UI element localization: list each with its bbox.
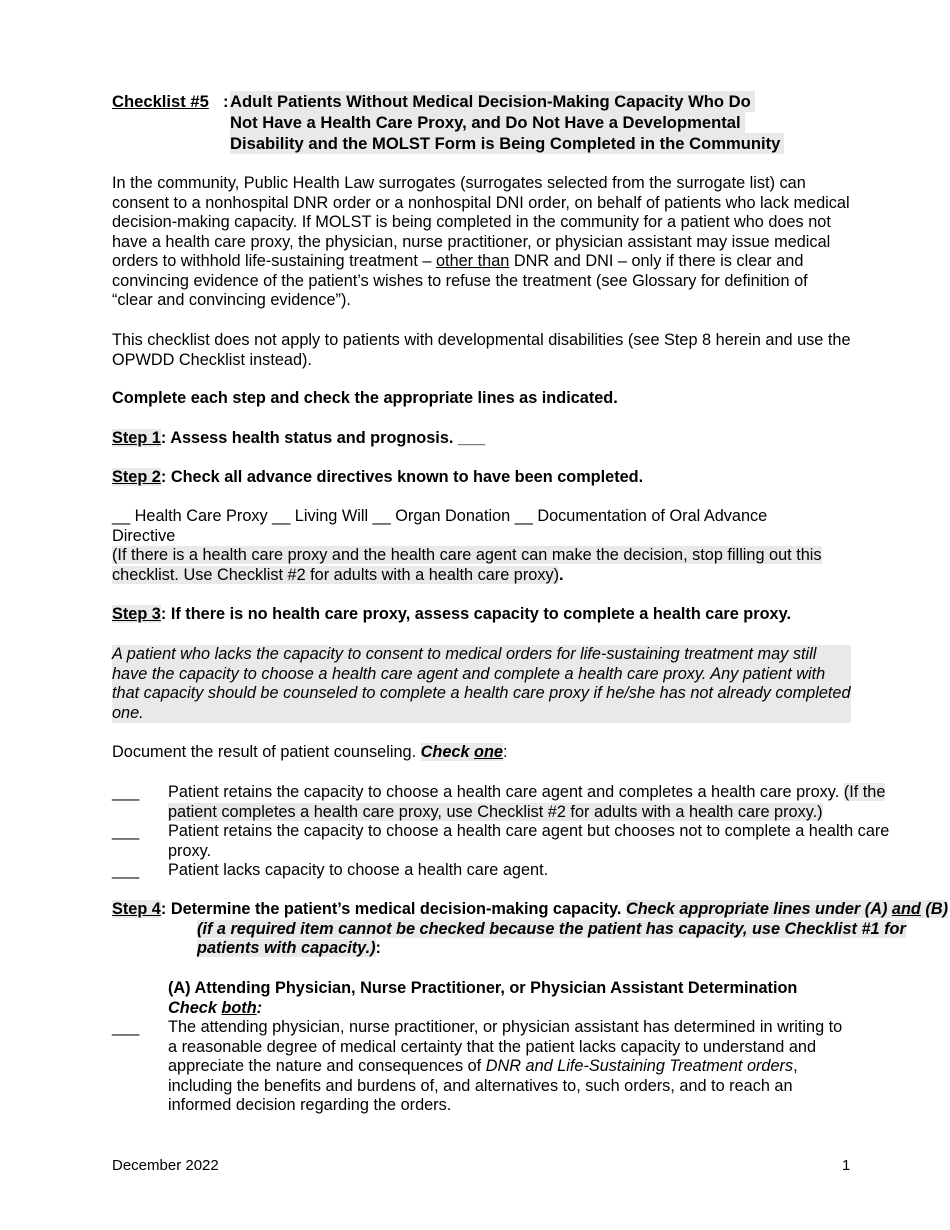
step-3-checkbox-2[interactable]: ___ (112, 822, 140, 840)
step-2-label: Step 2 (112, 468, 161, 486)
intro-paragraph: In the community, Public Health Law surrogates (surrogates selected from the surrogate list) can consent to a nonhospital DNR order or a nonhospital DNI order, on behalf of patients who lack medical decision-making capacity. If MOLST is being completed in the community for a patient who does not have a health care proxy, the physician, nurse practitioner, or physician assistant may issue medical orders to withhold life-sustaining treatment – other than DNR and DNI – only if there is clear and convincing evidence of the patient’s wishes to refuse the treatment (see Glossary for definition of “clear and convincing evidence”). (112, 174, 850, 309)
checklist-number: Checklist #5 (112, 92, 209, 111)
step-4-subsection-a (168, 979, 900, 1018)
step-4-label: Step 4 (112, 900, 161, 918)
step-3-heading: Step 3: If there is no health care proxy, assess capacity to complete a health care proxy. (112, 605, 791, 623)
subsection-a-check-instruction: Check both: (168, 998, 263, 1017)
step-3-checkbox-1[interactable]: ___ (112, 783, 140, 801)
step-3-option-3: Patient lacks capacity to choose a health care agent. (168, 861, 549, 879)
step-1-heading: Step 1: Assess health status and prognosis. ___ (112, 429, 486, 447)
title-line-3: Disability and the MOLST Form is Being Completed in the Community (230, 133, 784, 154)
footer-date: December 2022 (112, 1157, 219, 1174)
step-3-option-2: Patient retains the capacity to choose a health care agent but chooses not to complete a health care proxy. (168, 822, 890, 860)
step-4-heading: Step 4: Determine the patient’s medical decision-making capacity. Check appropriate lines under (A) and (B) (if a required item cannot be checked because the patient has capacity, use Checklist #1 for patients with capacity.): (112, 900, 948, 957)
subsection-a-title: (A) Attending Physician, Nurse Practitioner, or Physician Assistant Determination (168, 979, 798, 997)
counseling-instruction: Document the result of patient counseling. Check one: (112, 743, 508, 761)
step-2-heading: Step 2: Check all advance directives known to have been completed. (112, 468, 644, 486)
step-3-checkbox-3[interactable]: ___ (112, 861, 140, 879)
scope-paragraph: This checklist does not apply to patients with developmental disabilities (see Step 8 herein and use the OPWDD Checklist instead). (112, 331, 851, 369)
instruction-text: Complete each step and check the appropriate lines as indicated. (112, 389, 618, 407)
step-3-option-1: Patient retains the capacity to choose a health care agent and completes a health care proxy. (If the patient completes a health care proxy, use Checklist #2 for adults with a health care proxy.) (168, 783, 886, 821)
step-4-a-item-1: The attending physician, nurse practitioner, or physician assistant has determined in writing to a reasonable degree of medical certainty that the patient lacks capacity to understand and appreciate the nature and consequences of DNR and Life-Sustaining Treatment orders, including the benefits and burdens of, and alternatives to, such orders, and to reach an informed decision regarding the orders. (168, 1018, 843, 1114)
title-line-2: Not Have a Health Care Proxy, and Do Not Have a Developmental (230, 112, 745, 133)
step-3-italic-note: A patient who lacks the capacity to consent to medical orders for life-sustaining treatment may still have the capacity to choose a health care agent and complete a health care proxy. Any patient with that capacity should be counseled to complete a health care proxy if he/she has not already completed one. (112, 645, 851, 722)
page-number: 1 (842, 1157, 851, 1174)
checklist-title: Checklist #5 : Adult Patients Without Medical Decision-Making Capacity Who Do Not Have a Health Care Proxy, and Do Not Have a Developmental Disability and the MOLST Form is Being Completed in the Community (112, 91, 852, 155)
step-2-note: (If there is a health care proxy and the health care agent can make the decision, stop filling out this checklist. Use Checklist #2 for adults with a health care proxy). (112, 546, 822, 584)
advance-directive-options[interactable]: __ Health Care Proxy __ Living Will __ Organ Donation __ Documentation of Oral Advance Directive (112, 507, 768, 545)
title-line-1: Adult Patients Without Medical Decision-Making Capacity Who Do (230, 91, 755, 112)
step-3-label: Step 3 (112, 605, 161, 623)
step-4-a-checkbox-1[interactable]: ___ (112, 1018, 140, 1036)
step-1-label: Step 1 (112, 429, 161, 447)
